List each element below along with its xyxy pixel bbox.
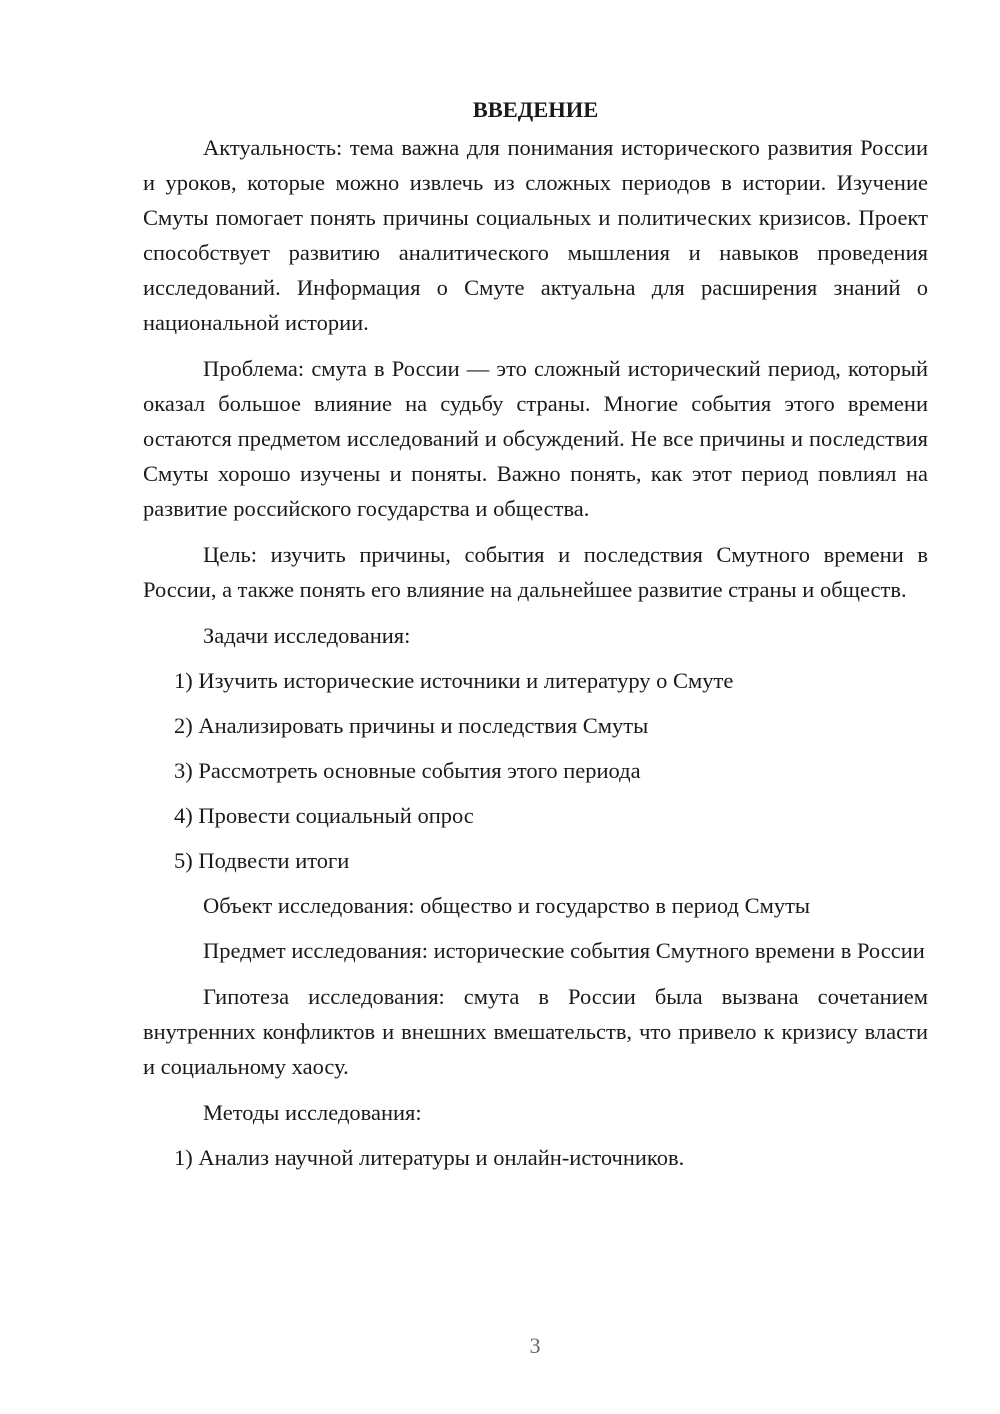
goal-paragraph: Цель: изучить причины, события и последствия Смутного времени в России, а также понять его влияние на дальнейшее развитие страны и обществ. xyxy=(143,542,928,602)
task-item-1: 1) Изучить исторические источники и литературу о Смуте xyxy=(174,668,734,693)
method-item-1: 1) Анализ научной литературы и онлайн-источников. xyxy=(174,1145,685,1170)
task-item-5: 5) Подвести итоги xyxy=(174,848,350,873)
relevance-paragraph: Актуальность: тема важна для понимания исторического развития России и уроков, которые можно извлечь из сложных периодов в истории. Изучение Смуты помогает понять причины социальных и политических кризисов. Проект способствует развитию аналитического мышления и навыков проведения исследований. Информация о Смуте актуальна для расширения знаний о национальной истории. xyxy=(143,135,928,335)
section-title: ВВЕДЕНИЕ xyxy=(472,97,599,122)
subject-paragraph: Предмет исследования: исторические события Смутного времени в России xyxy=(203,938,925,963)
task-item-4: 4) Провести социальный опрос xyxy=(174,803,474,828)
methods-heading: Методы исследования: xyxy=(203,1100,422,1125)
object-paragraph: Объект исследования: общество и государство в период Смуты xyxy=(203,893,811,918)
document-body xyxy=(143,92,928,1185)
tasks-heading: Задачи исследования: xyxy=(203,623,411,648)
page-number: 3 xyxy=(529,1333,541,1358)
task-item-2: 2) Анализировать причины и последствия Смуты xyxy=(174,713,649,738)
task-item-3: 3) Рассмотреть основные события этого периода xyxy=(174,758,641,783)
hypothesis-paragraph: Гипотеза исследования: смута в России была вызвана сочетанием внутренних конфликтов и внешних вмешательств, что привело к кризису власти и социальному хаосу. xyxy=(143,984,928,1079)
problem-paragraph: Проблема: смута в России — это сложный исторический период, который оказал большое влияние на судьбу страны. Многие события этого времени остаются предметом исследований и обсуждений. Не все причины и последствия Смуты хорошо изучены и поняты. Важно понять, как этот период повлиял на развитие российского государства и общества. xyxy=(143,356,928,521)
